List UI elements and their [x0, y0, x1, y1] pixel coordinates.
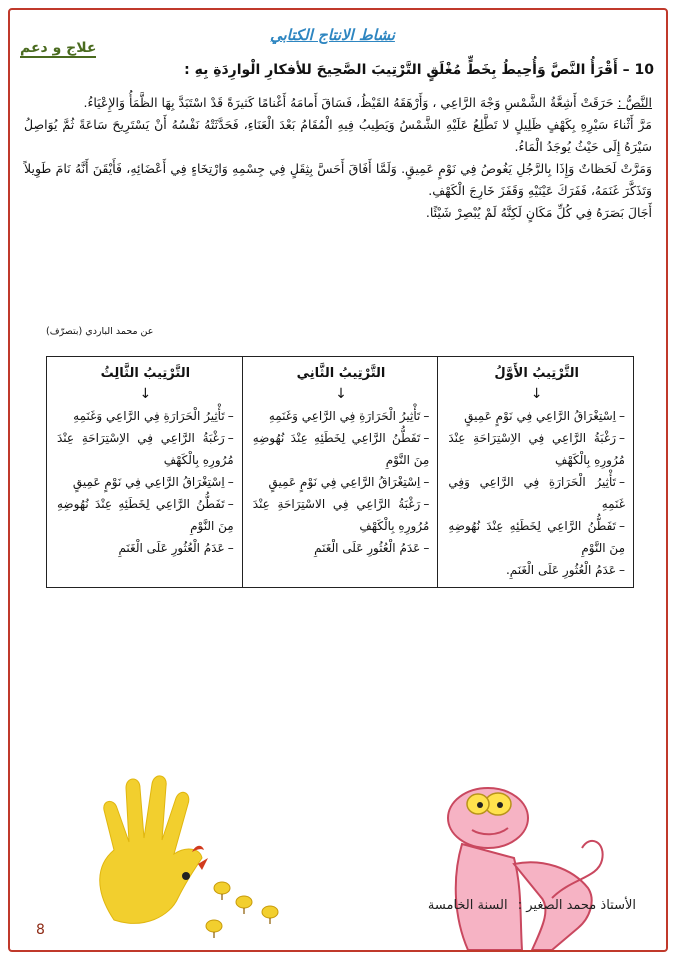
- text-paragraph-3: وَمَرَّتْ لَحَظاتٌ وَإِذَا بِالرَّجُلِ يَغُوصُ فِي نَوْمٍ عَمِيقٍ. وَلَمَّا أَفَاقَ أَحَسَّ بِثِقَلٍ فِي جِسْمِهِ وَارْتِخَاءٍ فِي أَعْضَائِهِ، فَأَيْقَنَ أَنَّهُ نَامَ طَوِيلاً وَتَذَكَّرَ غَنَمَهُ، فَفَرَكَ عَيْنَيْهِ وَقَفَزَ خَارِجَ الْكَهْفِ.: [24, 161, 652, 198]
- list-item: –عَدَمُ الْعُثُورِ عَلَى الْغَنَمِ: [314, 541, 430, 555]
- section-title: نشاط الانتاج الكتابي: [270, 26, 395, 44]
- order-column-third[interactable]: [47, 357, 243, 588]
- list-item: –اِسْتِغْرَاقُ الرَّاعِي فِي نَوْمٍ عَمِيقٍ: [72, 475, 234, 489]
- pink-panther-icon: [402, 778, 612, 952]
- list-item: –تَفَطُّنُ الرَّاعِي لِخَطَئِهِ عِنْدَ نُهُوضِهِ مِنَ النَّوْمِ: [448, 519, 625, 555]
- arrow-down-icon: ↓: [139, 386, 152, 402]
- instruction: [24, 62, 654, 78]
- text-paragraph-2: مَرَّ أَثْناءَ سَيْرِهِ بِكَهْفٍ ظَلِيلٍ لا تَطَّلِعُ عَلَيْهِ الشَّمْسُ وَيَطِيبُ فِيهِ الْمُقَامُ بَعْدَ الْعَنَاءِ، فَحَدَّثَتْهُ نَفْسُهُ أَنْ يَسْتَرِيحَ سَاعَةً ثُمَّ يُوَاصِلُ سَيْرَهُ إِلَى حَيْثُ يُوجَدُ الْمَاءُ.: [24, 117, 652, 154]
- text-paragraph-4: أَجَالَ بَصَرَهُ فِي كُلِّ مَكَانٍ لَكِنَّهُ لَمْ يُبْصِرْ شَيْئًا.: [425, 205, 652, 220]
- page-number: 8: [36, 922, 45, 938]
- text-lead: النَّصُّ :: [617, 95, 652, 110]
- worksheet-page: [8, 8, 668, 952]
- list-item: –تَأْثِيرُ الْحَرَارَةِ فِي الرَّاعِي وَغَنَمِهِ: [268, 409, 430, 423]
- list-item: –عَدَمُ الْعُثُورِ عَلَى الْغَنَمِ: [118, 541, 234, 555]
- corner-label: علاج و دعم: [20, 40, 97, 56]
- class-level: السنة الخامسة: [427, 898, 508, 913]
- list-item: –تَفَطُّنُ الرَّاعِي لِخَطَئِهِ عِنْدَ نُهُوضِهِ مِنَ النَّوْمِ: [252, 431, 430, 467]
- order-title: التَّرْتِيبُ الثَّانِي: [296, 366, 386, 381]
- order-column-first[interactable]: [438, 357, 634, 588]
- paragraph-text: حَرَقَتْ أَشِعَّةُ الشَّمْسِ وَجْهَ الرَّاعِي ، وَأَرْهَقَهُ القَيْظُ، فَسَاقَ أَمامَهُ أَغْنامًا كَثيرَةً قَدْ اسْتَبَدَّ بِهَا الظَّمَأُ وَالإِعْيَاءُ.: [83, 95, 614, 110]
- hand-hen-chicks-icon: [74, 770, 294, 940]
- question-number: 10 –: [622, 62, 654, 78]
- arrow-down-icon: ↓: [530, 386, 543, 402]
- list-item: –اِسْتِغْرَاقُ الرَّاعِي فِي نَوْمٍ عَمِيقٍ: [464, 409, 625, 423]
- list-item: –رَغْبَةُ الرَّاعِي فِي الاِسْتِرَاحَةِ عِنْدَ مُرُورِهِ بِالْكَهْفِ: [57, 431, 234, 467]
- order-title: التَّرْتِيبُ الأَوَّلُ: [494, 366, 580, 381]
- arrow-down-icon: ↓: [335, 386, 347, 402]
- order-column-second[interactable]: [242, 357, 438, 588]
- header: [10, 24, 666, 54]
- list-item: –تَأْثِيرُ الْحَرَارَةِ فِي الرَّاعِي وَغَنَمِهِ: [73, 409, 234, 423]
- instruction-text: أَقْرَأُ النَّصَّ وَأُحِيطُ بِخَطٍّ مُغْلَقٍ التَّرْتِيبَ الصَّحِيحَ للأفكارِ الْوارِدَةِ بِهِ :: [184, 62, 618, 78]
- list-item: –تَأْثِيرُ الْحَرَارَةِ فِي الرَّاعِي وَفِي غَنَمِهِ: [448, 475, 625, 511]
- text-paragraph-1: [24, 92, 652, 114]
- reading-text: [24, 92, 652, 224]
- footer-teacher: [428, 898, 636, 913]
- list-item: –تَفَطُّنُ الرَّاعِي لِخَطَئِهِ عِنْدَ نُهُوضِهِ مِنَ النَّوْمِ: [57, 497, 234, 533]
- author-credit: عن محمد الباردي (بتصرّف): [46, 326, 154, 337]
- list-item: –عَدَمُ الْعُثُورِ عَلَى الْغَنَمِ.: [505, 563, 625, 577]
- order-title: التَّرْتِيبُ الثَّالِثُ: [100, 366, 191, 381]
- order-options-table: [46, 356, 634, 588]
- list-item: –رَغْبَةُ الرَّاعِي فِي الاِسْتِرَاحَةِ عِنْدَ مُرُورِهِ بِالْكَهْفِ: [448, 431, 625, 467]
- list-item: –رَغْبَةُ الرَّاعِي فِي الاسْتِرَاحَةِ عِنْدَ مُرُورِهِ بِالْكَهْفِ: [252, 497, 430, 533]
- list-item: –اِسْتِغْرَاقُ الرَّاعِي فِي نَوْمٍ عَمِيقٍ: [268, 475, 430, 489]
- teacher-name: الأستاذ محمد الصغير :: [517, 898, 636, 913]
- table-row: [47, 357, 634, 588]
